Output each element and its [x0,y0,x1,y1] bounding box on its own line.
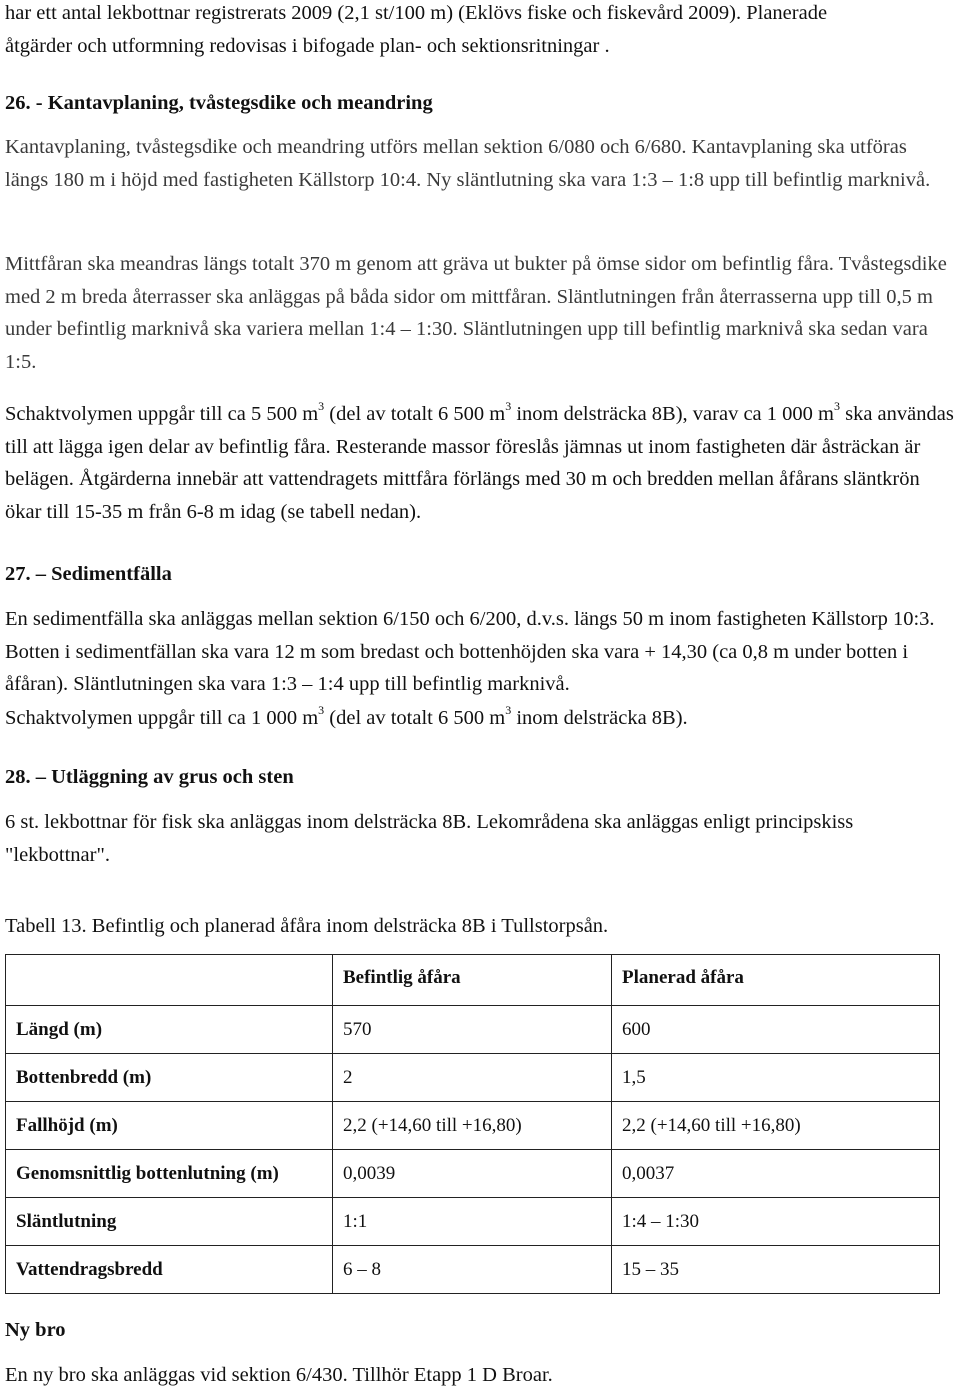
table-header-cell: Planerad åfåra [612,955,940,1006]
text-run: inom delsträcka 8B). [511,707,688,729]
table-row [6,1102,940,1150]
table-row [6,1198,940,1246]
section-27-paragraph-2 [5,702,955,735]
table-cell: Vattendragsbredd [6,1246,333,1294]
table-row [6,1246,940,1294]
table-cell: Genomsnittlig bottenlutning (m) [6,1150,333,1198]
table-cell: 1,5 [612,1054,940,1102]
text-run: inom delsträcka 8B), varav ca 1 000 m [511,403,834,425]
superscript: 3 [505,703,512,718]
text-run: (del av totalt 6 500 m [324,403,506,425]
table-cell: 570 [333,1006,612,1054]
text-run: ska användas till att lägga igen delar av befintlig fåra. Resterande massor föreslås jämnas ut inom fastigheten där åsträckan är belägen. Åtgärderna innebär att vattendragets mittfåra förlängs med 30 m och bredden mellan åfårans släntkrön ökar till 15-35 m från 6-8 m idag (se tabell nedan). [5,403,954,523]
table-cell: 600 [612,1006,940,1054]
table-cell: 2,2 (+14,60 till +16,80) [612,1102,940,1150]
text-run: (del av totalt 6 500 m [324,707,506,729]
section-27-paragraph-1: En sedimentfälla ska anläggas mellan sektion 6/150 och 6/200, d.v.s. längs 50 m inom fastigheten Källstorp 10:3. Botten i sedimentfällan ska vara 12 m som bredast och bottenhöjden ska vara + 14,30 (ca 0,8 m under botten i åfåran). Släntlutningen ska vara 1:3 – 1:4 upp till befintlig marknivå. [5,608,935,695]
table-cell: 15 – 35 [612,1246,940,1294]
intro-line-1: har ett antal lekbottnar registrerats 2009 (2,1 st/100 m) (Eklövs fiske och fiskevård 2009). Planerade [5,2,828,24]
text-run: Schaktvolymen uppgår till ca 5 500 m [5,403,319,425]
table-row [6,1150,940,1198]
table-cell: 2 [333,1054,612,1102]
table-cell: Fallhöjd (m) [6,1102,333,1150]
table-row [6,1054,940,1102]
table-header-cell: Befintlig åfåra [333,955,612,1006]
section-26-paragraph-1: Kantavplaning, tvåstegsdike och meandring utförs mellan sektion 6/080 och 6/680. Kantavplaning ska utföras längs 180 m i höjd med fastigheten Källstorp 10:4. Ny släntlutning ska vara 1:3 – 1:8 upp till befintlig marknivå. [5,136,931,191]
new-bridge-heading: Ny bro [5,1319,66,1341]
section-26-paragraph-3 [5,398,955,528]
table-cell: Släntlutning [6,1198,333,1246]
table-caption: Tabell 13. Befintlig och planerad åfåra inom delsträcka 8B i Tullstorpsån. [5,915,609,937]
superscript: 3 [833,399,840,414]
table-cell: 1:4 – 1:30 [612,1198,940,1246]
table-cell: 2,2 (+14,60 till +16,80) [333,1102,612,1150]
text-run: Schaktvolymen uppgår till ca 1 000 m [5,707,319,729]
section-26-heading: 26. - Kantavplaning, tvåstegsdike och meandring [5,92,433,114]
intro-line-2: åtgärder och utformning redovisas i bifogade plan- och sektionsritningar . [5,34,610,57]
table-cell: 0,0039 [333,1150,612,1198]
section-27-heading: 27. – Sedimentfälla [5,563,172,585]
table-cell: 1:1 [333,1198,612,1246]
section-28-heading: 28. – Utläggning av grus och sten [5,766,294,788]
new-bridge-paragraph: En ny bro ska anläggas vid sektion 6/430. Tillhör Etapp 1 D Broar. [5,1364,553,1386]
section-28-paragraph: 6 st. lekbottnar för fisk ska anläggas inom delsträcka 8B. Lekområdena ska anläggas enligt principskiss "lekbottnar". [5,811,854,866]
section-26-paragraph-2: Mittfåran ska meandras längs totalt 370 m genom att gräva ut bukter på ömse sidor om befintlig fåra. Tvåstegsdike med 2 m breda återrasser ska anläggas på båda sidor om mittfåran. Släntlutningen från återrasserna upp till 0,5 m under befintlig marknivå ska variera mellan 1:4 – 1:30. Släntlutningen upp till befintlig marknivå ska sedan vara 1:5. [5,253,947,373]
table-row [6,1006,940,1054]
table-cell: Längd (m) [6,1006,333,1054]
table-header-row [6,955,940,1006]
superscript: 3 [505,399,512,414]
table-header-cell [6,955,333,1006]
superscript: 3 [318,703,325,718]
intro-paragraph [5,0,955,62]
comparison-table [5,954,940,1294]
superscript: 3 [318,399,325,414]
table-cell: 6 – 8 [333,1246,612,1294]
table-cell: Bottenbredd (m) [6,1054,333,1102]
table-cell: 0,0037 [612,1150,940,1198]
